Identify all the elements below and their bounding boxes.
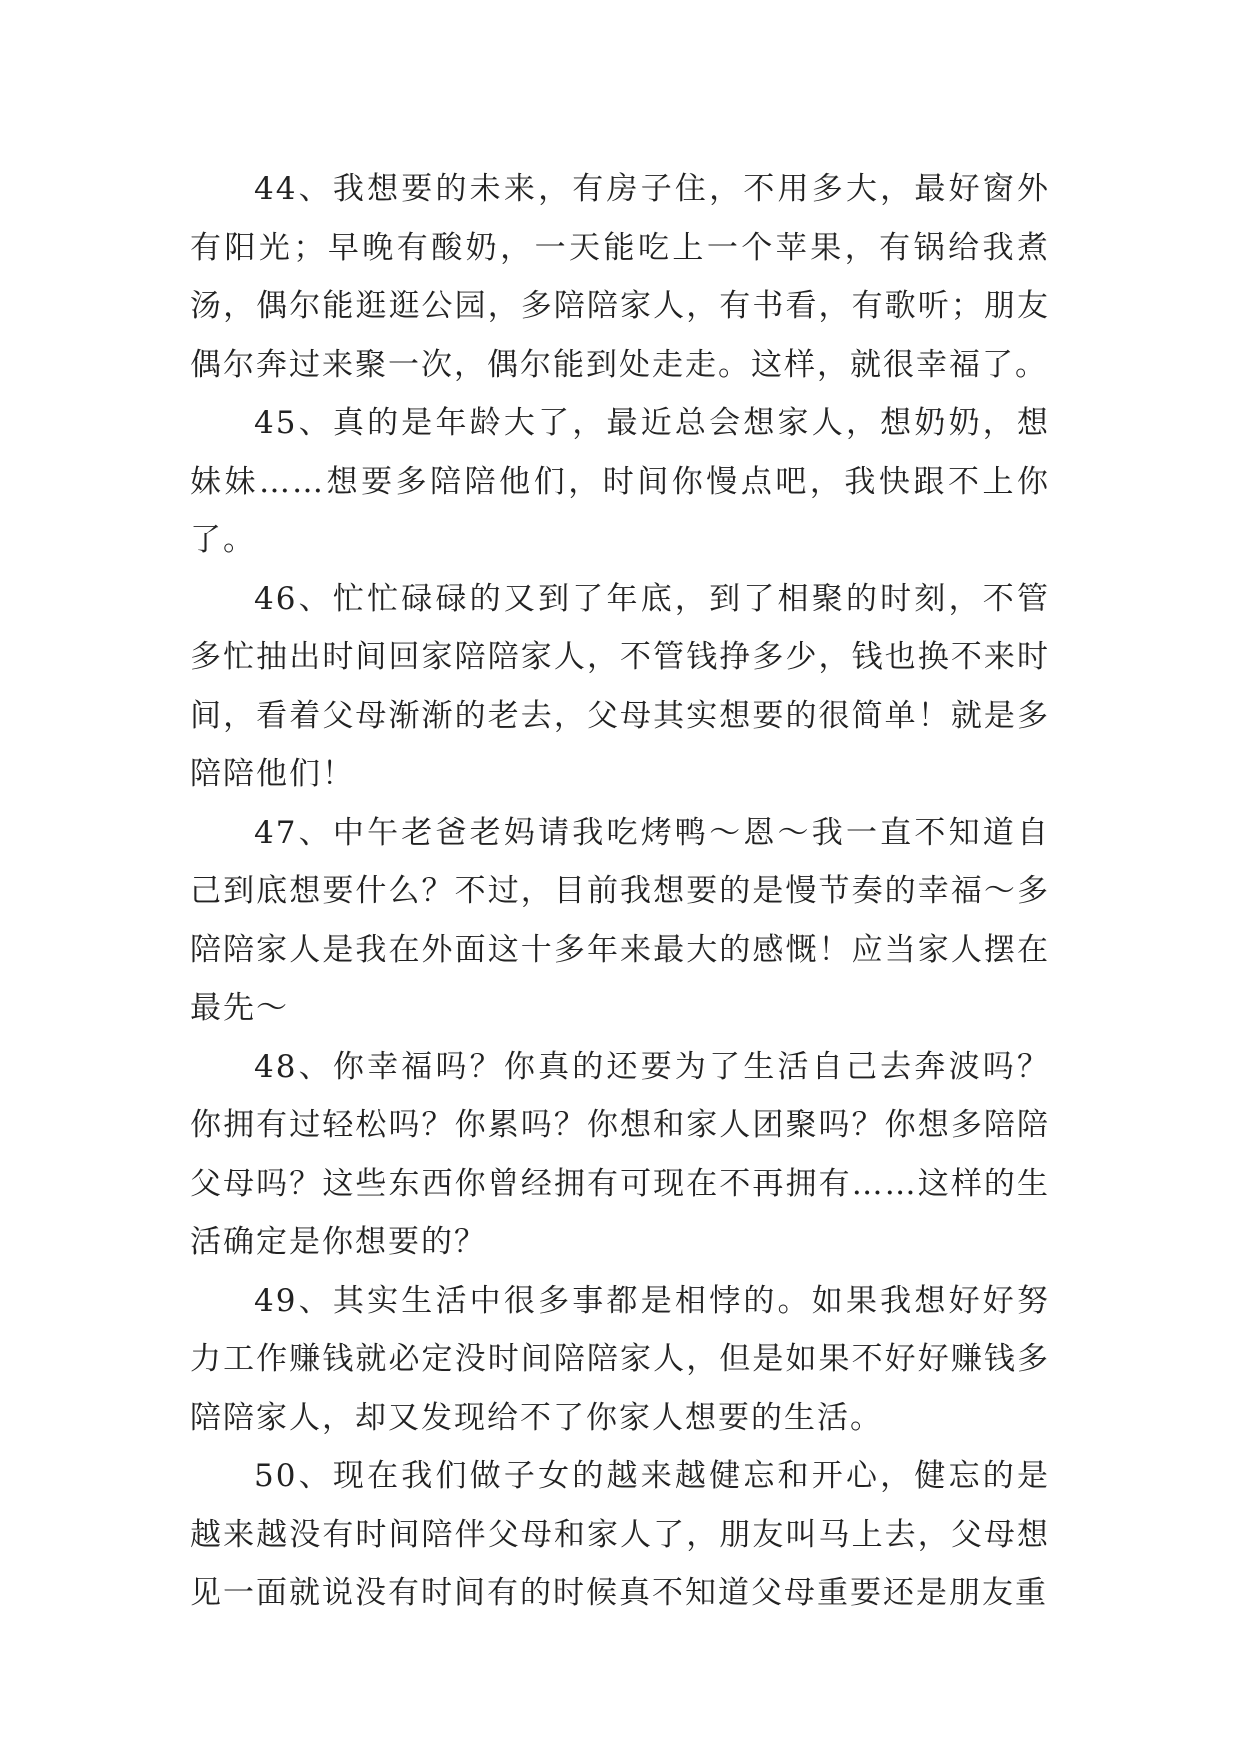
paragraph-49: 49、其实生活中很多事都是相悖的。如果我想好好努力工作赚钱就必定没时间陪陪家人，但是如果不好好赚钱多陪陪家人，却又发现给不了你家人想要的生活。 [190, 1282, 1050, 1436]
paragraph-47: 47、中午老爸老妈请我吃烤鸭～恩～我一直不知道自己到底想要什么？不过，目前我想要的是慢节奏的幸福～多陪陪家人是我在外面这十多年来最大的感慨！应当家人摆在最先～ [190, 814, 1050, 1026]
paragraph-44: 44、我想要的未来，有房子住，不用多大，最好窗外有阳光；早晚有酸奶，一天能吃上一个苹果，有锅给我煮汤，偶尔能逛逛公园，多陪陪家人，有书看，有歌听；朋友偶尔奔过来聚一次，偶尔能到处走走。这样，就很幸福了。 [190, 171, 1050, 383]
paragraph-48: 48、你幸福吗？你真的还要为了生活自己去奔波吗？你拥有过轻松吗？你累吗？你想和家人团聚吗？你想多陪陪父母吗？这些东西你曾经拥有可现在不再拥有……这样的生活确定是你想要的？ [190, 1048, 1050, 1260]
paragraph-45: 45、真的是年龄大了，最近总会想家人，想奶奶，想妹妹……想要多陪陪他们，时间你慢点吧，我快跟不上你了。 [190, 405, 1050, 558]
paragraph-50: 50、现在我们做子女的越来越健忘和开心，健忘的是越来越没有时间陪伴父母和家人了，朋友叫马上去，父母想见一面就说没有时间有的时候真不知道父母重要还是朋友重 [190, 1458, 1050, 1611]
document-body [190, 160, 1050, 1623]
paragraph-46: 46、忙忙碌碌的又到了年底，到了相聚的时刻，不管多忙抽出时间回家陪陪家人，不管钱挣多少，钱也换不来时间，看着父母渐渐的老去，父母其实想要的很简单！就是多陪陪他们！ [190, 580, 1050, 792]
